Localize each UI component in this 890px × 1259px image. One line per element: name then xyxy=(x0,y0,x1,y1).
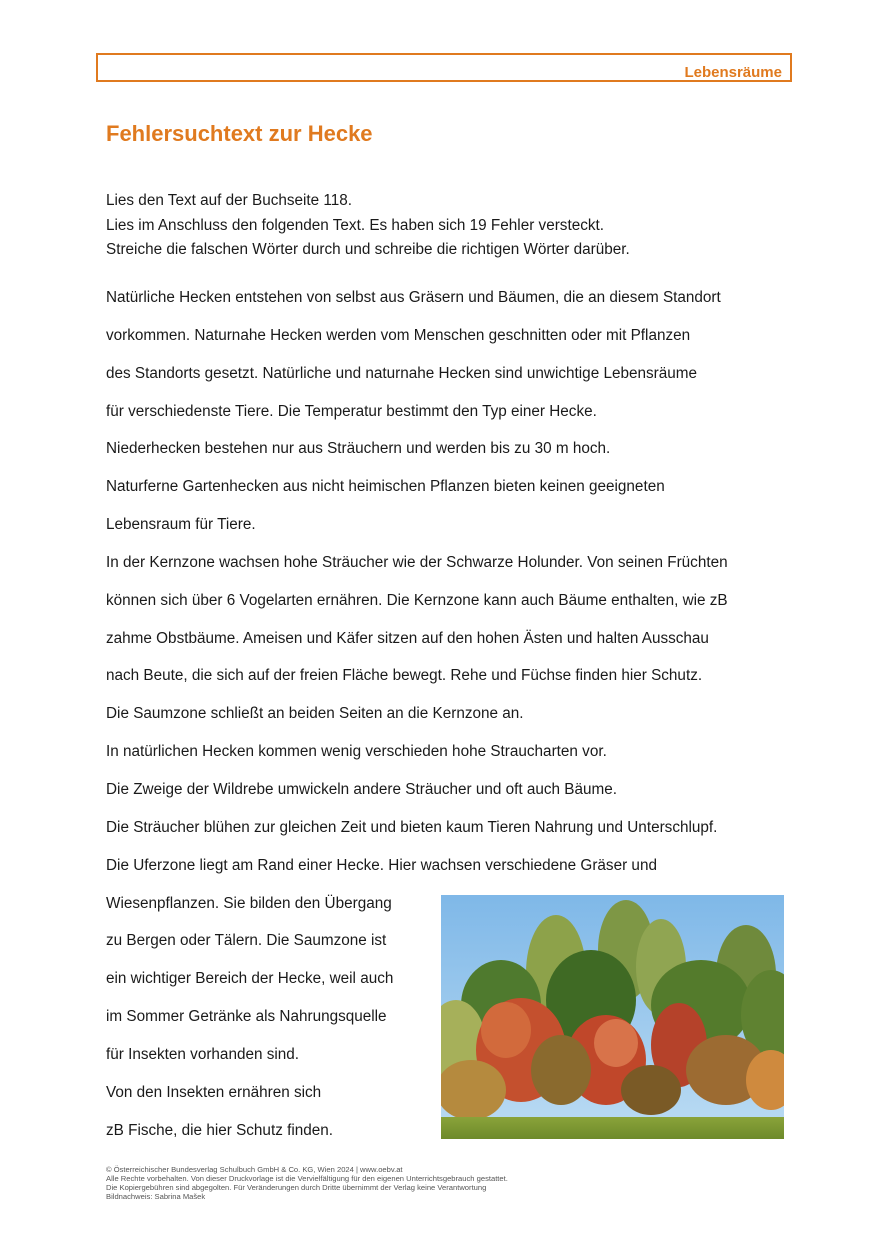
text-line: zB Fische, die hier Schutz finden. xyxy=(106,1121,334,1139)
text-line: In der Kernzone wachsen hohe Sträucher wie der Schwarze Holunder. Von seinen Früchten xyxy=(106,553,728,571)
text-line: Die Uferzone liegt am Rand einer Hecke. Hier wachsen verschiedene Gräser und xyxy=(106,856,657,874)
text-line: zahme Obstbäume. Ameisen und Käfer sitzen auf den hohen Ästen und halten Ausschau xyxy=(106,629,709,647)
text-line: des Standorts gesetzt. Natürliche und naturnahe Hecken sind unwichtige Lebensräume xyxy=(106,364,697,382)
hedge-photo xyxy=(441,895,784,1139)
footer-line: © Österreichischer Bundesverlag Schulbuch GmbH & Co. KG, Wien 2024 | www.oebv.at xyxy=(106,1165,403,1174)
text-line: Natürliche Hecken entstehen von selbst aus Gräsern und Bäumen, die an diesem Standort xyxy=(106,289,721,306)
section-label: Lebensräume xyxy=(684,64,782,81)
text-line: vorkommen. Naturnahe Hecken werden vom Menschen geschnitten oder mit Pflanzen xyxy=(106,326,691,344)
text-line: für Insekten vorhanden sind. xyxy=(106,1045,300,1063)
text-line: In natürlichen Hecken kommen wenig verschieden hohe Straucharten vor. xyxy=(106,743,607,761)
text-line: Die Zweige der Wildrebe umwickeln andere Sträucher und oft auch Bäume. xyxy=(106,780,618,798)
text-line: Die Saumzone schließt an beiden Seiten an die Kernzone an. xyxy=(106,705,524,723)
text-line: Lebensraum für Tiere. xyxy=(106,516,256,534)
text-line: im Sommer Getränke als Nahrungsquelle xyxy=(106,1008,387,1026)
footer-credits xyxy=(106,1165,508,1201)
text-line: Niederhecken bestehen nur aus Sträuchern und werden bis zu 30 m hoch. xyxy=(106,440,611,458)
text-line: können sich über 6 Vogelarten ernähren. Die Kernzone kann auch Bäume enthalten, wie zB xyxy=(106,591,728,609)
instruction-line: Streiche die falschen Wörter durch und schreibe die richtigen Wörter darüber. xyxy=(106,241,630,258)
page-title: Fehlersuchtext zur Hecke xyxy=(106,121,373,146)
footer-line: Alle Rechte vorbehalten. Von dieser Druckvorlage ist die Vervielfältigung für den eigenen Unterrichtsgebrauch gestattet. xyxy=(106,1174,508,1183)
footer-line: Bildnachweis: Sabrina Mašek xyxy=(106,1192,206,1201)
instructions xyxy=(106,189,630,263)
text-line: Von den Insekten ernähren sich xyxy=(106,1083,322,1101)
text-line: für verschiedenste Tiere. Die Temperatur bestimmt den Typ einer Hecke. xyxy=(106,402,597,420)
section-header-box xyxy=(96,53,792,82)
text-line: zu Bergen oder Tälern. Die Saumzone ist xyxy=(106,932,387,950)
text-line: ein wichtiger Bereich der Hecke, weil auch xyxy=(106,970,394,988)
text-line: nach Beute, die sich auf der freien Fläche bewegt. Rehe und Füchse finden hier Schutz. xyxy=(106,667,703,685)
instruction-line: Lies den Text auf der Buchseite 118. xyxy=(106,192,353,209)
text-line: Naturferne Gartenhecken aus nicht heimischen Pflanzen bieten keinen geeigneten xyxy=(106,478,665,496)
text-line: Wiesenpflanzen. Sie bilden den Übergang xyxy=(106,894,392,912)
instruction-line: Lies im Anschluss den folgenden Text. Es haben sich 19 Fehler versteckt. xyxy=(106,216,604,234)
footer-line: Die Kopiergebühren sind abgegolten. Für Veränderungen durch Dritte übernimmt der Verlag keine Verantwortung xyxy=(106,1183,487,1192)
text-line: Die Sträucher blühen zur gleichen Zeit und bieten kaum Tieren Nahrung und Unterschlupf. xyxy=(106,818,718,836)
